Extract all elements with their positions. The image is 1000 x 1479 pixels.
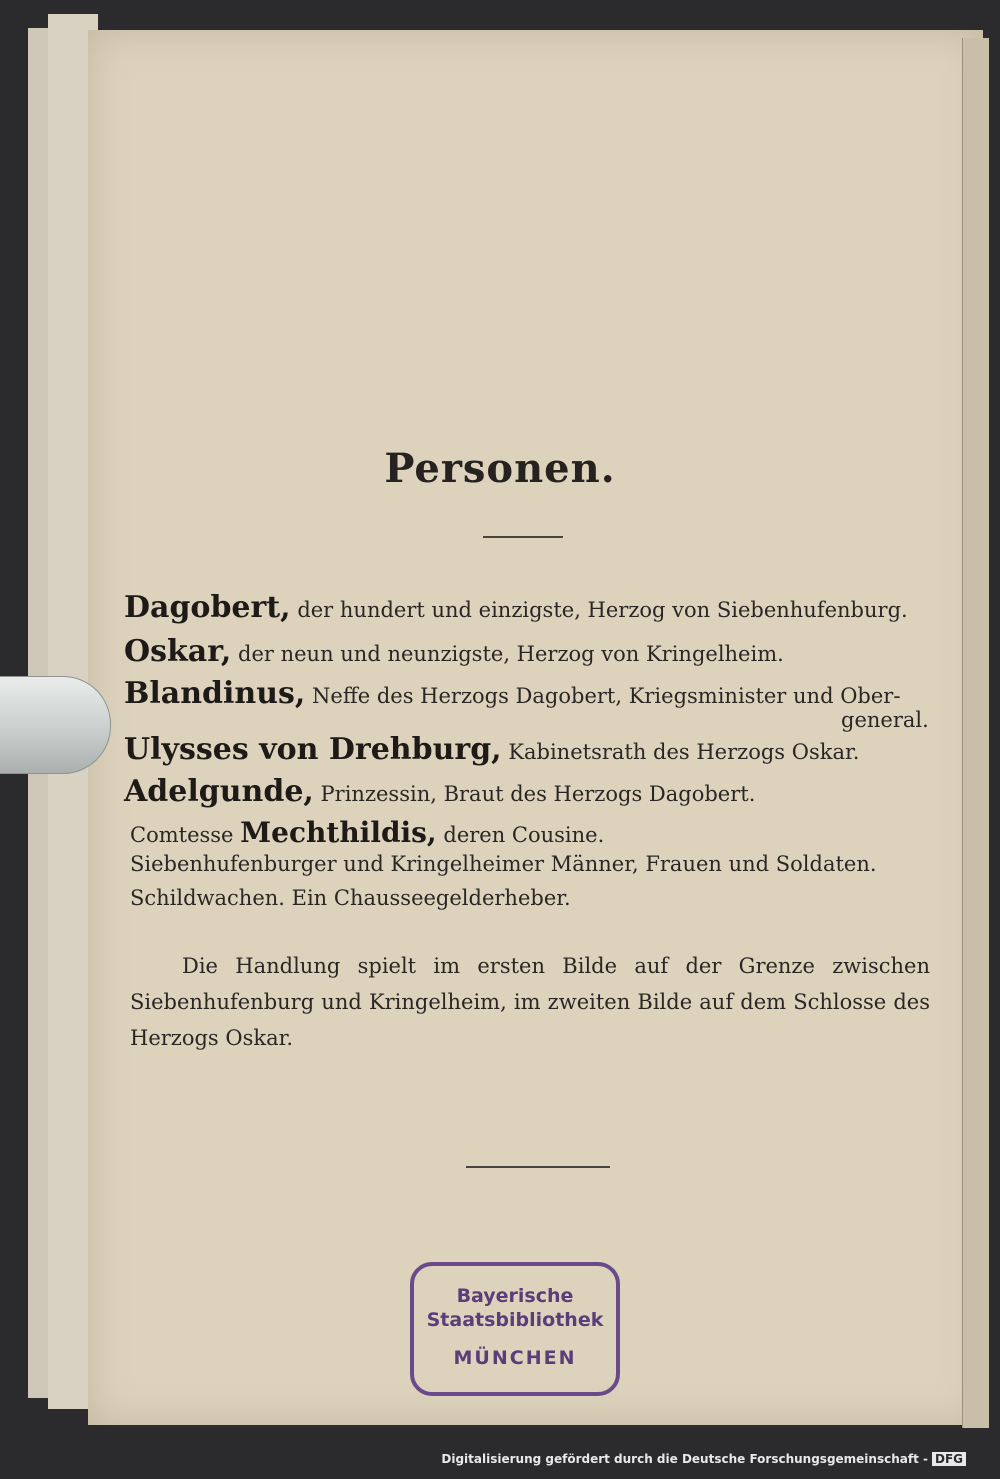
title-divider <box>483 536 563 538</box>
page-clip <box>0 676 111 774</box>
role-mechthildis <box>130 816 604 849</box>
page-title: Personen. <box>384 445 616 492</box>
role-name: Adelgunde, <box>124 774 314 809</box>
extras-line-1: Siebenhufenburger und Kringelheimer Männer, Frauen und Soldaten. <box>130 852 877 876</box>
bottom-divider <box>466 1166 610 1168</box>
dfg-logo-icon: DFG <box>932 1452 966 1466</box>
role-description: Kabinetsrath des Herzogs Oskar. <box>508 740 860 764</box>
role-name: Blandinus, <box>124 676 306 711</box>
setting-paragraph: Die Handlung spielt im ersten Bilde auf der Grenze zwischen Siebenhufenburg und Kringelheim, im zweiten Bilde auf dem Schlosse des Herzogs Oskar. <box>130 954 930 1050</box>
library-stamp <box>410 1262 620 1396</box>
role-prefix: Comtesse <box>130 823 234 847</box>
role-description: der neun und neunzigste, Herzog von Kringelheim. <box>238 642 784 666</box>
role-dagobert <box>124 590 908 625</box>
footer-credit <box>441 1452 966 1466</box>
role-name: Mechthildis, <box>240 816 437 849</box>
role-adelgunde <box>124 774 755 809</box>
stamp-line-3: MÜNCHEN <box>453 1347 577 1369</box>
stamp-line-1: Bayerische <box>456 1285 574 1307</box>
extras-line-2: Schildwachen. Ein Chausseegelderheber. <box>130 886 571 910</box>
role-oskar <box>124 634 784 669</box>
stamp-line-2: Staatsbibliothek <box>426 1309 604 1331</box>
role-ulysses <box>124 732 859 767</box>
next-page-edge <box>962 38 989 1428</box>
role-blandinus <box>124 676 900 711</box>
role-name: Oskar, <box>124 634 232 669</box>
role-description: deren Cousine. <box>443 823 605 847</box>
footer-text: Digitalisierung gefördert durch die Deutsche Forschungsgemeinschaft - <box>441 1452 928 1466</box>
role-name: Ulysses von Drehburg, <box>124 732 502 767</box>
role-description: Neffe des Herzogs Dagobert, Kriegsminister und Ober- <box>312 684 901 708</box>
role-blandinus-continued: general. <box>841 708 929 732</box>
role-description: Prinzessin, Braut des Herzogs Dagobert. <box>320 782 756 806</box>
role-description: der hundert und einzigste, Herzog von Siebenhufenburg. <box>297 598 908 622</box>
role-name: Dagobert, <box>124 590 291 625</box>
